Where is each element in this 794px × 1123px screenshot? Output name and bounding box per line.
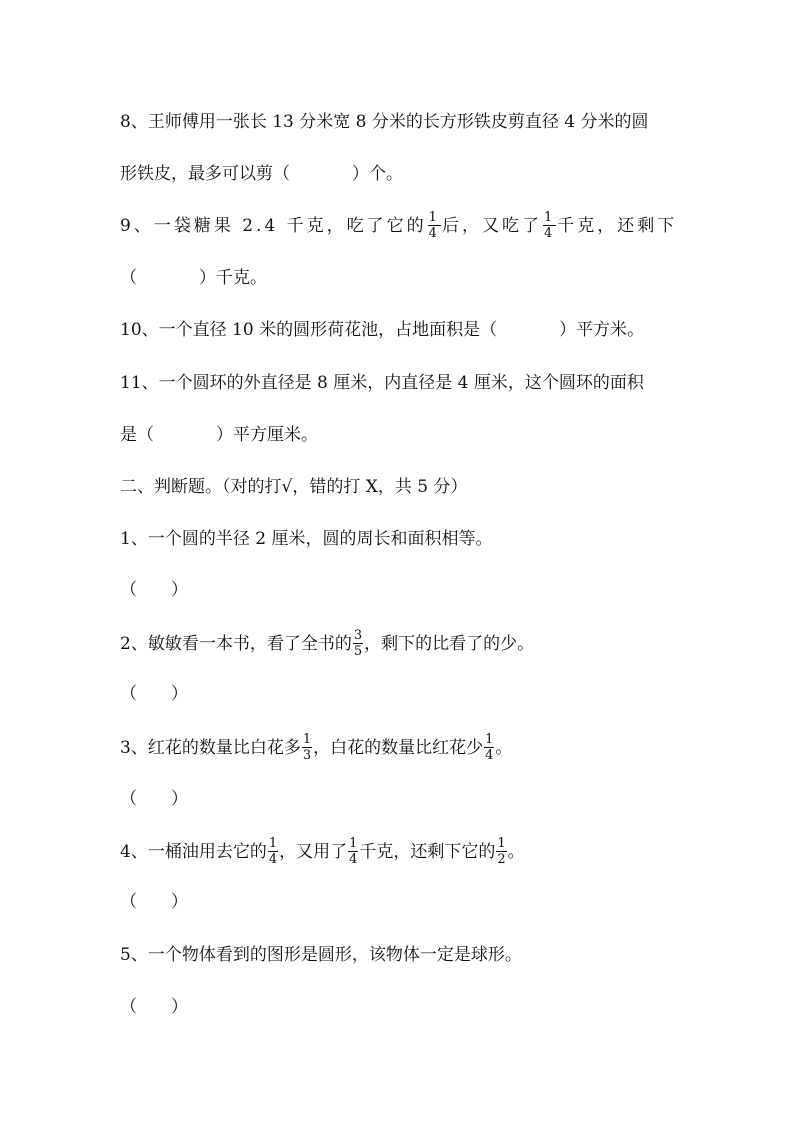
fraction-one-quarter (348, 837, 358, 866)
judge-1-text: 1、一个圆的半径 2 厘米，圆的周长和面积相等。 (120, 529, 493, 549)
judge-1-answer-paren[interactable]: （ ） (120, 580, 188, 600)
question-9-line-2-text: （ (120, 268, 137, 288)
question-9-text-2: 后，又吃了 (441, 216, 542, 236)
question-11-line-2-end: ）平方厘米。 (216, 425, 318, 445)
fraction-denominator: 4 (428, 226, 440, 241)
fraction-numerator: 1 (485, 732, 494, 747)
fraction-one-quarter (543, 211, 556, 240)
judge-2-text (120, 630, 534, 659)
fraction-one-quarter (268, 837, 278, 866)
question-9-line-1 (120, 212, 677, 241)
question-10 (120, 318, 644, 342)
question-11-line-1: 11、一个圆环的外直径是 8 厘米，内直径是 4 厘米，这个圆环的面积 (120, 373, 644, 393)
question-9-text-3: 千克，还剩下 (557, 216, 678, 236)
question-8-line-2-text: 形铁皮，最多可以剪（ (120, 164, 290, 184)
fraction-numerator: 1 (302, 732, 312, 747)
judge-4-text-4: 。 (507, 842, 525, 862)
judge-4-text (120, 838, 525, 867)
judge-2-text-2: ，剩下的比看了的少。 (364, 634, 535, 654)
judge-5-answer-paren[interactable]: （ ） (120, 997, 188, 1017)
fraction-denominator: 4 (349, 852, 358, 867)
fraction-numerator: 1 (543, 210, 556, 225)
judge-3-text-2: ，白花的数量比红花少 (313, 738, 484, 758)
fraction-one-third (302, 733, 312, 762)
question-9-text-1: 9、一袋糖果 2.4 千克，吃了它的 (120, 216, 427, 236)
fraction-numerator: 1 (349, 836, 358, 851)
fraction-denominator: 4 (543, 226, 556, 241)
judge-4-answer-paren[interactable]: （ ） (120, 892, 188, 912)
judge-4-text-3: 千克，还剩下它的 (359, 842, 496, 862)
judge-3-answer-paren[interactable]: （ ） (120, 789, 188, 809)
question-9-line-2 (120, 266, 267, 290)
fraction-one-half (496, 837, 506, 866)
question-8-line-2-end: ）个。 (352, 164, 403, 184)
judge-5-text: 5、一个物体看到的图形是圆形，该物体一定是球形。 (120, 945, 522, 965)
question-8-line-2 (120, 162, 403, 186)
fraction-numerator: 1 (268, 836, 278, 851)
fraction-one-quarter (428, 211, 441, 240)
fraction-numerator: 3 (353, 628, 363, 643)
fraction-denominator: 4 (485, 748, 494, 763)
question-10-text: 10、一个直径 10 米的圆形荷花池，占地面积是（ (120, 320, 498, 340)
fraction-one-quarter (484, 733, 494, 762)
question-11-line-2-text: 是（ (120, 425, 154, 445)
judge-3-text-3: 。 (495, 738, 513, 758)
fraction-numerator: 1 (497, 836, 506, 851)
fraction-numerator: 1 (428, 210, 440, 225)
fraction-denominator: 4 (268, 852, 278, 867)
section-2-heading: 二、判断题。（对的打√，错的打 X，共 5 分） (120, 477, 468, 497)
question-10-end: ）平方米。 (559, 320, 645, 340)
judge-4-text-2: ，又用了 (279, 842, 348, 862)
question-9-line-2-end: ）千克。 (199, 268, 267, 288)
question-11-line-2 (120, 423, 318, 447)
judge-3-text-1: 3、红花的数量比白花多 (120, 738, 301, 758)
fraction-three-fifths (353, 629, 363, 658)
judge-4-text-1: 4、一桶油用去它的 (120, 842, 267, 862)
judge-2-text-1: 2、敏敏看一本书，看了全书的 (120, 634, 352, 654)
judge-3-text (120, 734, 512, 763)
question-8-line-1: 8、王师傅用一张长 13 分米宽 8 分米的长方形铁皮剪直径 4 分米的圆 (120, 112, 649, 132)
judge-2-answer-paren[interactable]: （ ） (120, 684, 188, 704)
fraction-denominator: 5 (353, 644, 363, 659)
fraction-denominator: 2 (497, 852, 506, 867)
fraction-denominator: 3 (302, 748, 312, 763)
